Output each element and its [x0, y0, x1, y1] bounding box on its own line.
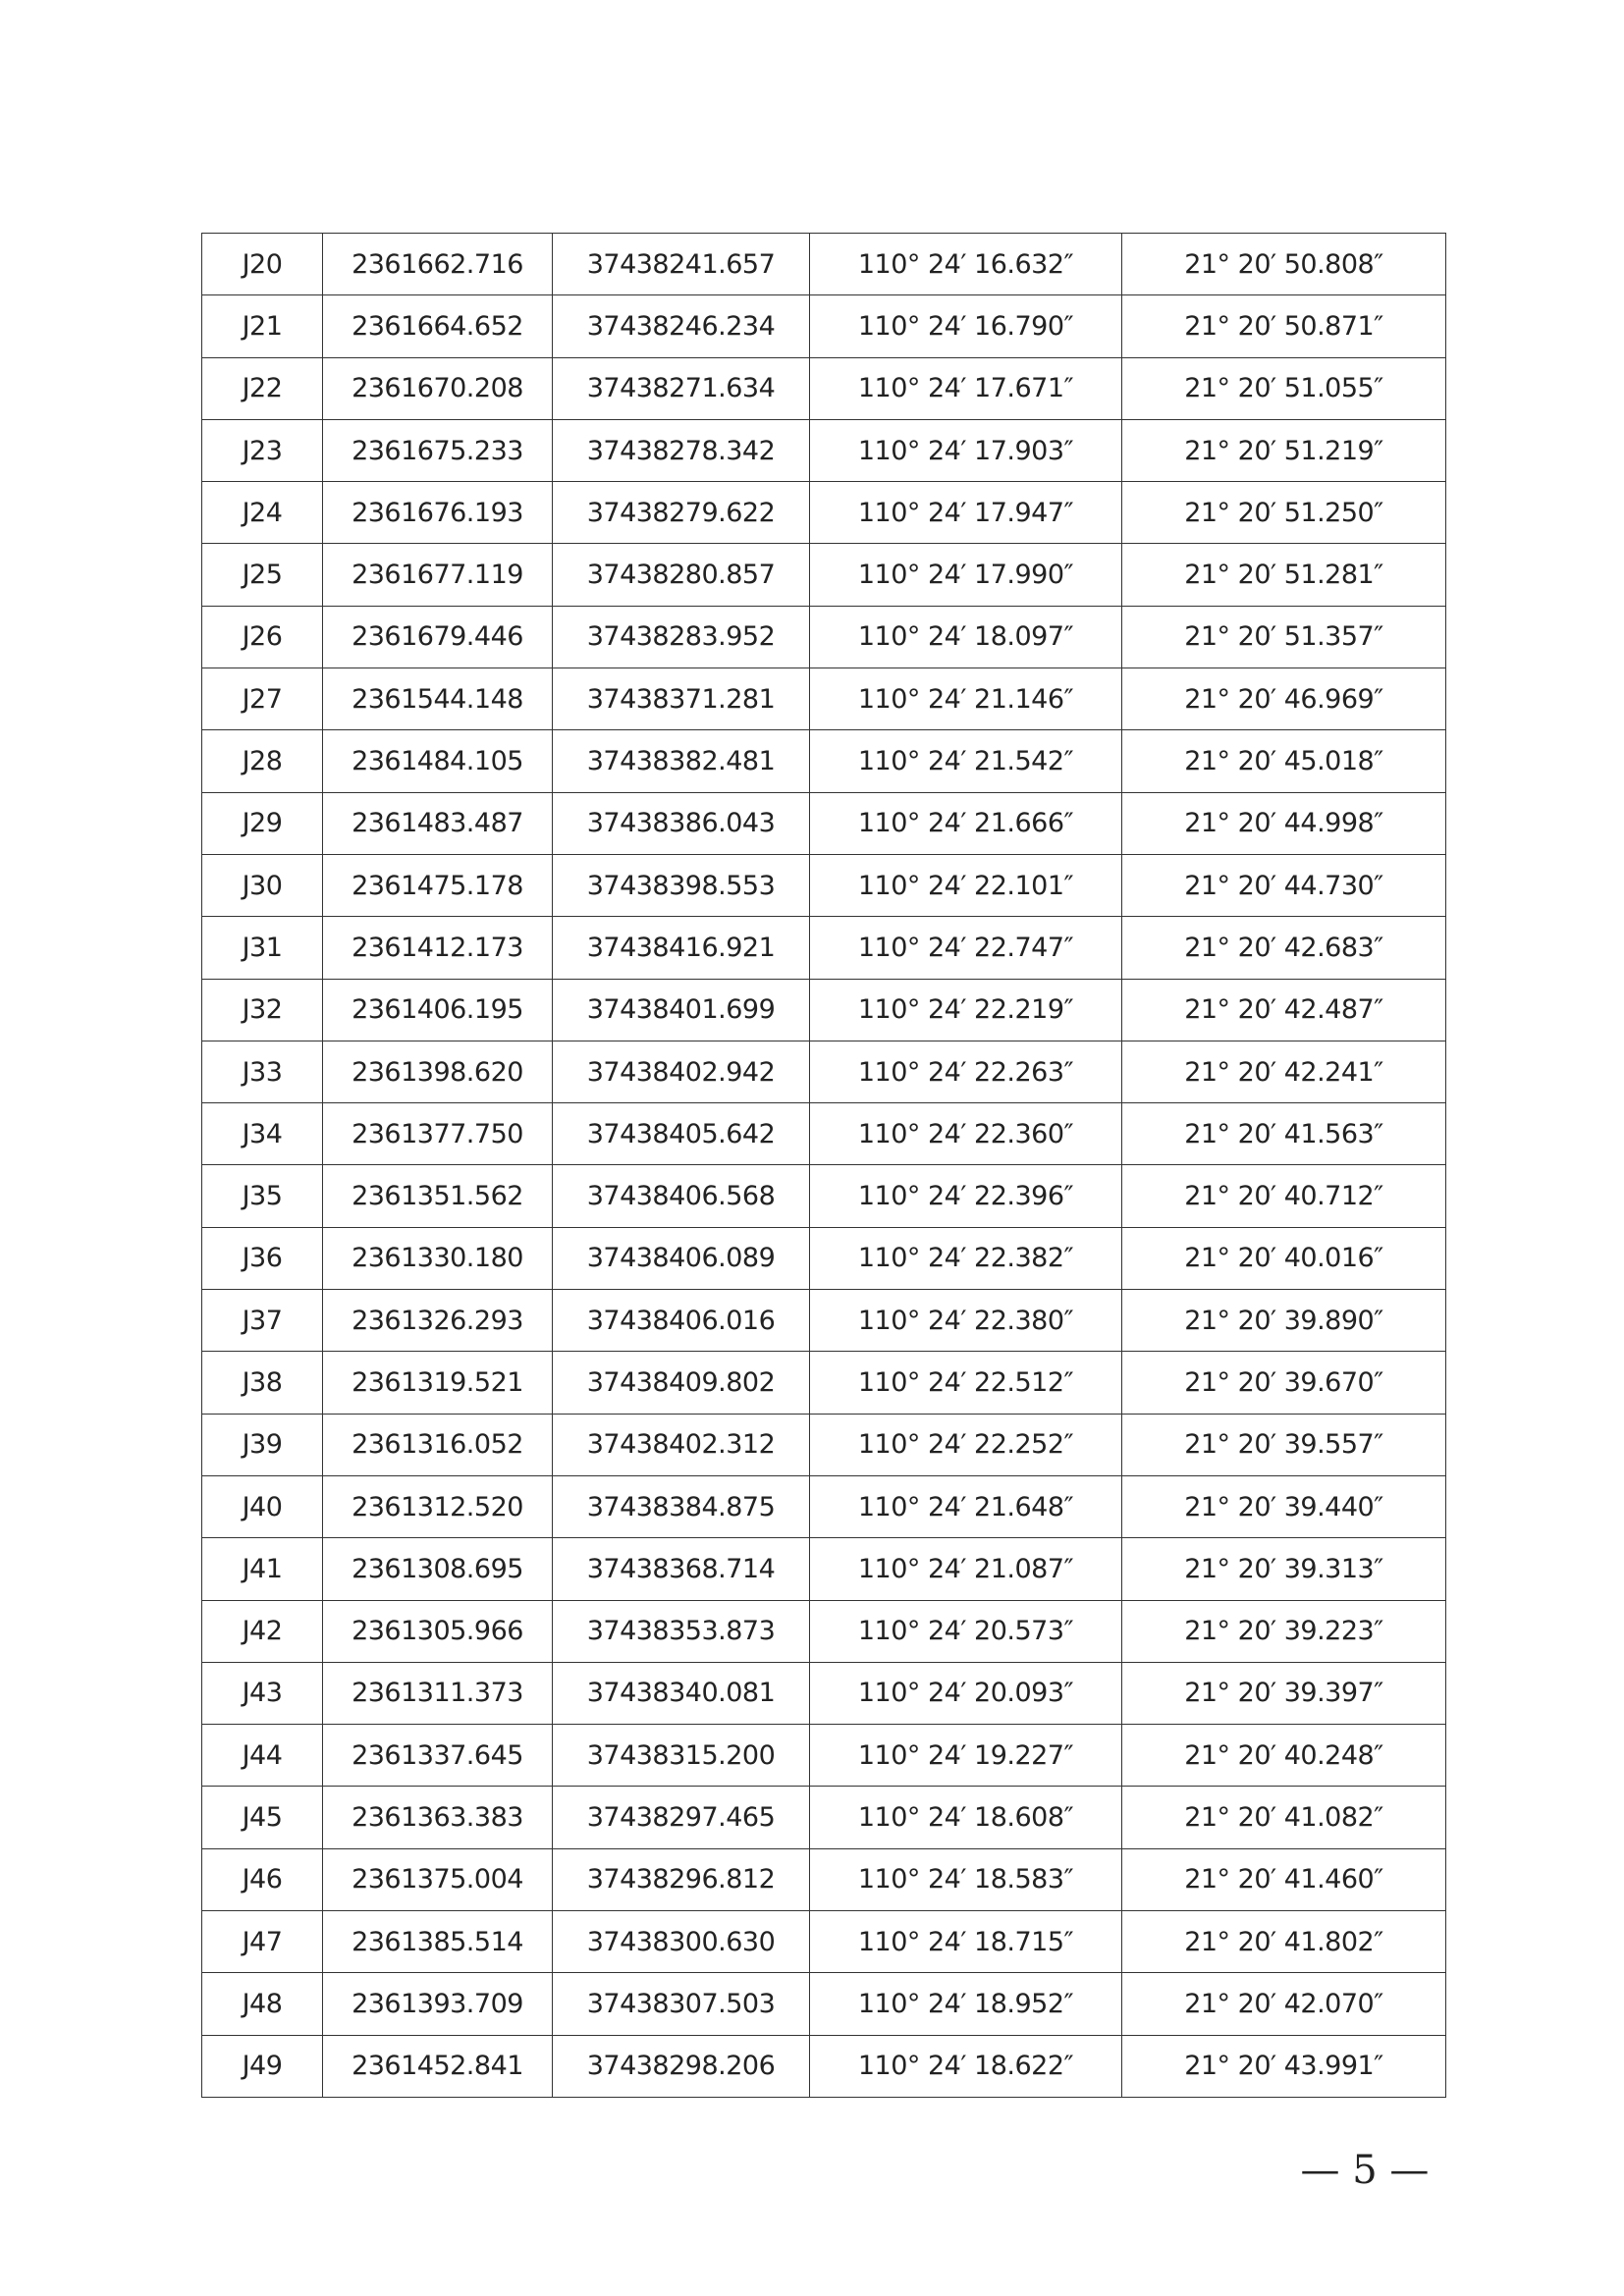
- latitude-cell: 21° 20′ 44.730″: [1122, 854, 1446, 916]
- y-coordinate-cell: 37438398.553: [553, 854, 810, 916]
- longitude-cell: 110° 24′ 18.952″: [810, 1973, 1122, 2035]
- latitude-cell: 21° 20′ 39.397″: [1122, 1662, 1446, 1724]
- longitude-cell: 110° 24′ 16.632″: [810, 234, 1122, 295]
- longitude-cell: 110° 24′ 17.990″: [810, 544, 1122, 606]
- table-row: [202, 295, 1446, 357]
- point-id-cell: J40: [202, 1475, 323, 1537]
- y-coordinate-cell: 37438246.234: [553, 295, 810, 357]
- point-id-cell: J42: [202, 1600, 323, 1662]
- table-row: [202, 1165, 1446, 1227]
- x-coordinate-cell: 2361676.193: [323, 482, 553, 544]
- point-id-cell: J48: [202, 1973, 323, 2035]
- latitude-cell: 21° 20′ 43.991″: [1122, 2035, 1446, 2097]
- latitude-cell: 21° 20′ 39.890″: [1122, 1290, 1446, 1352]
- longitude-cell: 110° 24′ 19.227″: [810, 1725, 1122, 1787]
- longitude-cell: 110° 24′ 22.747″: [810, 917, 1122, 979]
- x-coordinate-cell: 2361375.004: [323, 1848, 553, 1910]
- table-row: [202, 2035, 1446, 2097]
- x-coordinate-cell: 2361679.446: [323, 606, 553, 667]
- y-coordinate-cell: 37438402.942: [553, 1041, 810, 1102]
- page-number: — 5 —: [1300, 2148, 1430, 2193]
- y-coordinate-cell: 37438401.699: [553, 979, 810, 1041]
- longitude-cell: 110° 24′ 20.093″: [810, 1662, 1122, 1724]
- table-row: [202, 979, 1446, 1041]
- latitude-cell: 21° 20′ 40.016″: [1122, 1227, 1446, 1289]
- x-coordinate-cell: 2361675.233: [323, 419, 553, 481]
- latitude-cell: 21° 20′ 41.082″: [1122, 1787, 1446, 1848]
- point-id-cell: J35: [202, 1165, 323, 1227]
- table-row: [202, 1848, 1446, 1910]
- x-coordinate-cell: 2361670.208: [323, 357, 553, 419]
- longitude-cell: 110° 24′ 17.947″: [810, 482, 1122, 544]
- latitude-cell: 21° 20′ 44.998″: [1122, 792, 1446, 854]
- table-row: [202, 668, 1446, 730]
- latitude-cell: 21° 20′ 46.969″: [1122, 668, 1446, 730]
- point-id-cell: J41: [202, 1538, 323, 1600]
- x-coordinate-cell: 2361452.841: [323, 2035, 553, 2097]
- latitude-cell: 21° 20′ 40.712″: [1122, 1165, 1446, 1227]
- y-coordinate-cell: 37438296.812: [553, 1848, 810, 1910]
- table-row: [202, 606, 1446, 667]
- y-coordinate-cell: 37438283.952: [553, 606, 810, 667]
- x-coordinate-cell: 2361412.173: [323, 917, 553, 979]
- y-coordinate-cell: 37438340.081: [553, 1662, 810, 1724]
- x-coordinate-cell: 2361311.373: [323, 1662, 553, 1724]
- longitude-cell: 110° 24′ 18.583″: [810, 1848, 1122, 1910]
- y-coordinate-cell: 37438382.481: [553, 730, 810, 792]
- table-row: [202, 1973, 1446, 2035]
- y-coordinate-cell: 37438278.342: [553, 419, 810, 481]
- y-coordinate-cell: 37438300.630: [553, 1911, 810, 1973]
- longitude-cell: 110° 24′ 22.380″: [810, 1290, 1122, 1352]
- table-row: [202, 357, 1446, 419]
- point-id-cell: J46: [202, 1848, 323, 1910]
- y-coordinate-cell: 37438405.642: [553, 1103, 810, 1165]
- table-row: [202, 1414, 1446, 1475]
- point-id-cell: J28: [202, 730, 323, 792]
- point-id-cell: J29: [202, 792, 323, 854]
- y-coordinate-cell: 37438279.622: [553, 482, 810, 544]
- longitude-cell: 110° 24′ 22.382″: [810, 1227, 1122, 1289]
- x-coordinate-cell: 2361483.487: [323, 792, 553, 854]
- table-row: [202, 854, 1446, 916]
- y-coordinate-cell: 37438315.200: [553, 1725, 810, 1787]
- x-coordinate-cell: 2361351.562: [323, 1165, 553, 1227]
- y-coordinate-cell: 37438298.206: [553, 2035, 810, 2097]
- x-coordinate-cell: 2361337.645: [323, 1725, 553, 1787]
- y-coordinate-cell: 37438416.921: [553, 917, 810, 979]
- point-id-cell: J30: [202, 854, 323, 916]
- longitude-cell: 110° 24′ 21.146″: [810, 668, 1122, 730]
- latitude-cell: 21° 20′ 51.250″: [1122, 482, 1446, 544]
- longitude-cell: 110° 24′ 22.360″: [810, 1103, 1122, 1165]
- x-coordinate-cell: 2361393.709: [323, 1973, 553, 2035]
- table-row: [202, 544, 1446, 606]
- longitude-cell: 110° 24′ 20.573″: [810, 1600, 1122, 1662]
- table-row: [202, 1041, 1446, 1102]
- point-id-cell: J31: [202, 917, 323, 979]
- latitude-cell: 21° 20′ 41.802″: [1122, 1911, 1446, 1973]
- latitude-cell: 21° 20′ 42.241″: [1122, 1041, 1446, 1102]
- point-id-cell: J38: [202, 1352, 323, 1414]
- x-coordinate-cell: 2361544.148: [323, 668, 553, 730]
- x-coordinate-cell: 2361398.620: [323, 1041, 553, 1102]
- table-row: [202, 234, 1446, 295]
- point-id-cell: J45: [202, 1787, 323, 1848]
- longitude-cell: 110° 24′ 22.252″: [810, 1414, 1122, 1475]
- longitude-cell: 110° 24′ 17.671″: [810, 357, 1122, 419]
- x-coordinate-cell: 2361305.966: [323, 1600, 553, 1662]
- longitude-cell: 110° 24′ 21.087″: [810, 1538, 1122, 1600]
- x-coordinate-cell: 2361363.383: [323, 1787, 553, 1848]
- point-id-cell: J23: [202, 419, 323, 481]
- table-row: [202, 1725, 1446, 1787]
- x-coordinate-cell: 2361475.178: [323, 854, 553, 916]
- x-coordinate-cell: 2361677.119: [323, 544, 553, 606]
- table-row: [202, 482, 1446, 544]
- point-id-cell: J37: [202, 1290, 323, 1352]
- latitude-cell: 21° 20′ 51.055″: [1122, 357, 1446, 419]
- table-row: [202, 1600, 1446, 1662]
- latitude-cell: 21° 20′ 50.871″: [1122, 295, 1446, 357]
- longitude-cell: 110° 24′ 22.101″: [810, 854, 1122, 916]
- latitude-cell: 21° 20′ 40.248″: [1122, 1725, 1446, 1787]
- latitude-cell: 21° 20′ 45.018″: [1122, 730, 1446, 792]
- y-coordinate-cell: 37438406.568: [553, 1165, 810, 1227]
- latitude-cell: 21° 20′ 51.281″: [1122, 544, 1446, 606]
- y-coordinate-cell: 37438297.465: [553, 1787, 810, 1848]
- longitude-cell: 110° 24′ 22.396″: [810, 1165, 1122, 1227]
- longitude-cell: 110° 24′ 22.219″: [810, 979, 1122, 1041]
- x-coordinate-cell: 2361377.750: [323, 1103, 553, 1165]
- latitude-cell: 21° 20′ 39.223″: [1122, 1600, 1446, 1662]
- x-coordinate-cell: 2361319.521: [323, 1352, 553, 1414]
- longitude-cell: 110° 24′ 18.608″: [810, 1787, 1122, 1848]
- longitude-cell: 110° 24′ 18.097″: [810, 606, 1122, 667]
- latitude-cell: 21° 20′ 39.670″: [1122, 1352, 1446, 1414]
- y-coordinate-cell: 37438406.016: [553, 1290, 810, 1352]
- point-id-cell: J39: [202, 1414, 323, 1475]
- table-row: [202, 419, 1446, 481]
- y-coordinate-cell: 37438280.857: [553, 544, 810, 606]
- table-row: [202, 1227, 1446, 1289]
- longitude-cell: 110° 24′ 18.622″: [810, 2035, 1122, 2097]
- longitude-cell: 110° 24′ 18.715″: [810, 1911, 1122, 1973]
- longitude-cell: 110° 24′ 21.542″: [810, 730, 1122, 792]
- table-row: [202, 1787, 1446, 1848]
- point-id-cell: J21: [202, 295, 323, 357]
- latitude-cell: 21° 20′ 50.808″: [1122, 234, 1446, 295]
- x-coordinate-cell: 2361330.180: [323, 1227, 553, 1289]
- point-id-cell: J33: [202, 1041, 323, 1102]
- y-coordinate-cell: 37438307.503: [553, 1973, 810, 2035]
- y-coordinate-cell: 37438353.873: [553, 1600, 810, 1662]
- y-coordinate-cell: 37438386.043: [553, 792, 810, 854]
- table-row: [202, 1475, 1446, 1537]
- table-row: [202, 730, 1446, 792]
- table-row: [202, 917, 1446, 979]
- table-row: [202, 1103, 1446, 1165]
- latitude-cell: 21° 20′ 51.219″: [1122, 419, 1446, 481]
- point-id-cell: J43: [202, 1662, 323, 1724]
- point-id-cell: J36: [202, 1227, 323, 1289]
- table-row: [202, 1352, 1446, 1414]
- latitude-cell: 21° 20′ 41.460″: [1122, 1848, 1446, 1910]
- y-coordinate-cell: 37438371.281: [553, 668, 810, 730]
- latitude-cell: 21° 20′ 41.563″: [1122, 1103, 1446, 1165]
- table-row: [202, 1290, 1446, 1352]
- latitude-cell: 21° 20′ 42.487″: [1122, 979, 1446, 1041]
- longitude-cell: 110° 24′ 16.790″: [810, 295, 1122, 357]
- y-coordinate-cell: 37438368.714: [553, 1538, 810, 1600]
- y-coordinate-cell: 37438384.875: [553, 1475, 810, 1537]
- point-id-cell: J44: [202, 1725, 323, 1787]
- point-id-cell: J27: [202, 668, 323, 730]
- point-id-cell: J34: [202, 1103, 323, 1165]
- x-coordinate-cell: 2361662.716: [323, 234, 553, 295]
- table-row: [202, 1538, 1446, 1600]
- x-coordinate-cell: 2361316.052: [323, 1414, 553, 1475]
- table-row: [202, 1911, 1446, 1973]
- longitude-cell: 110° 24′ 22.512″: [810, 1352, 1122, 1414]
- table-row: [202, 1662, 1446, 1724]
- y-coordinate-cell: 37438271.634: [553, 357, 810, 419]
- x-coordinate-cell: 2361664.652: [323, 295, 553, 357]
- y-coordinate-cell: 37438402.312: [553, 1414, 810, 1475]
- point-id-cell: J25: [202, 544, 323, 606]
- x-coordinate-cell: 2361308.695: [323, 1538, 553, 1600]
- point-id-cell: J47: [202, 1911, 323, 1973]
- point-id-cell: J49: [202, 2035, 323, 2097]
- latitude-cell: 21° 20′ 39.440″: [1122, 1475, 1446, 1537]
- y-coordinate-cell: 37438409.802: [553, 1352, 810, 1414]
- point-id-cell: J24: [202, 482, 323, 544]
- x-coordinate-cell: 2361385.514: [323, 1911, 553, 1973]
- y-coordinate-cell: 37438406.089: [553, 1227, 810, 1289]
- longitude-cell: 110° 24′ 21.666″: [810, 792, 1122, 854]
- y-coordinate-cell: 37438241.657: [553, 234, 810, 295]
- latitude-cell: 21° 20′ 39.313″: [1122, 1538, 1446, 1600]
- longitude-cell: 110° 24′ 22.263″: [810, 1041, 1122, 1102]
- x-coordinate-cell: 2361406.195: [323, 979, 553, 1041]
- point-id-cell: J22: [202, 357, 323, 419]
- point-id-cell: J32: [202, 979, 323, 1041]
- latitude-cell: 21° 20′ 51.357″: [1122, 606, 1446, 667]
- point-id-cell: J26: [202, 606, 323, 667]
- x-coordinate-cell: 2361326.293: [323, 1290, 553, 1352]
- x-coordinate-cell: 2361312.520: [323, 1475, 553, 1537]
- x-coordinate-cell: 2361484.105: [323, 730, 553, 792]
- latitude-cell: 21° 20′ 39.557″: [1122, 1414, 1446, 1475]
- point-id-cell: J20: [202, 234, 323, 295]
- latitude-cell: 21° 20′ 42.070″: [1122, 1973, 1446, 2035]
- coordinate-table: [201, 233, 1446, 2098]
- coordinate-table-body: [202, 234, 1446, 2098]
- longitude-cell: 110° 24′ 21.648″: [810, 1475, 1122, 1537]
- table-row: [202, 792, 1446, 854]
- longitude-cell: 110° 24′ 17.903″: [810, 419, 1122, 481]
- latitude-cell: 21° 20′ 42.683″: [1122, 917, 1446, 979]
